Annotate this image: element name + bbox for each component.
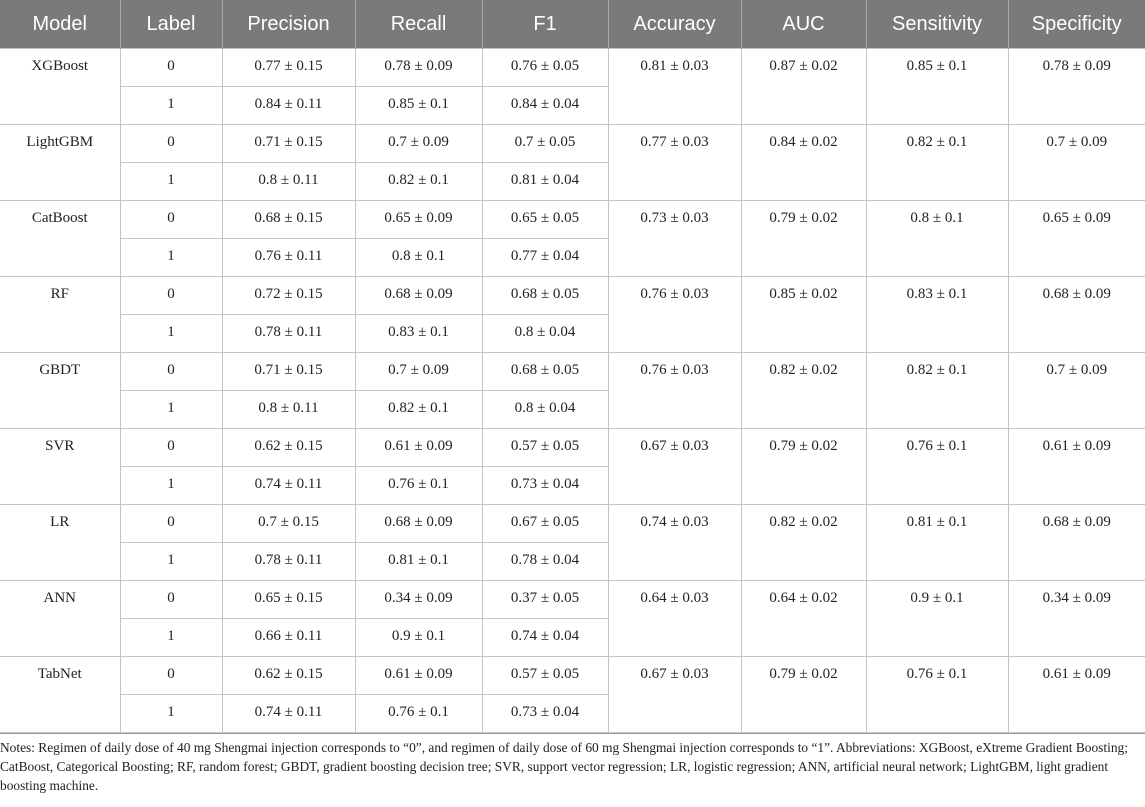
- label-cell: 0: [120, 125, 222, 163]
- auc-cell: 0.82 ± 0.02: [741, 353, 866, 429]
- header-sensitivity: Sensitivity: [866, 0, 1008, 49]
- label-cell: 1: [120, 695, 222, 733]
- f1-cell: 0.7 ± 0.05: [482, 125, 608, 163]
- model-cell: RF: [0, 277, 120, 353]
- specificity-cell: 0.68 ± 0.09: [1008, 277, 1145, 353]
- table-row: [0, 657, 1145, 695]
- label-cell: 1: [120, 315, 222, 353]
- sensitivity-cell: 0.85 ± 0.1: [866, 49, 1008, 125]
- f1-cell: 0.57 ± 0.05: [482, 429, 608, 467]
- model-cell: LightGBM: [0, 125, 120, 201]
- label-cell: 0: [120, 49, 222, 87]
- precision-cell: 0.77 ± 0.15: [222, 49, 355, 87]
- label-cell: 0: [120, 201, 222, 239]
- accuracy-cell: 0.73 ± 0.03: [608, 201, 741, 277]
- precision-cell: 0.78 ± 0.11: [222, 315, 355, 353]
- recall-cell: 0.34 ± 0.09: [355, 581, 482, 619]
- f1-cell: 0.73 ± 0.04: [482, 467, 608, 505]
- label-cell: 1: [120, 543, 222, 581]
- sensitivity-cell: 0.76 ± 0.1: [866, 429, 1008, 505]
- recall-cell: 0.68 ± 0.09: [355, 277, 482, 315]
- accuracy-cell: 0.74 ± 0.03: [608, 505, 741, 581]
- header-precision: Precision: [222, 0, 355, 49]
- f1-cell: 0.84 ± 0.04: [482, 87, 608, 125]
- table-row: [0, 353, 1145, 391]
- precision-cell: 0.76 ± 0.11: [222, 239, 355, 277]
- label-cell: 1: [120, 87, 222, 125]
- recall-cell: 0.65 ± 0.09: [355, 201, 482, 239]
- specificity-cell: 0.65 ± 0.09: [1008, 201, 1145, 277]
- table-row: [0, 125, 1145, 163]
- auc-cell: 0.79 ± 0.02: [741, 429, 866, 505]
- header-f1: F1: [482, 0, 608, 49]
- precision-cell: 0.62 ± 0.15: [222, 429, 355, 467]
- recall-cell: 0.7 ± 0.09: [355, 353, 482, 391]
- precision-cell: 0.71 ± 0.15: [222, 125, 355, 163]
- accuracy-cell: 0.76 ± 0.03: [608, 277, 741, 353]
- auc-cell: 0.79 ± 0.02: [741, 657, 866, 733]
- f1-cell: 0.68 ± 0.05: [482, 353, 608, 391]
- table-body: [0, 49, 1145, 733]
- recall-cell: 0.83 ± 0.1: [355, 315, 482, 353]
- label-cell: 0: [120, 429, 222, 467]
- specificity-cell: 0.78 ± 0.09: [1008, 49, 1145, 125]
- label-cell: 1: [120, 467, 222, 505]
- f1-cell: 0.78 ± 0.04: [482, 543, 608, 581]
- f1-cell: 0.8 ± 0.04: [482, 391, 608, 429]
- specificity-cell: 0.7 ± 0.09: [1008, 125, 1145, 201]
- f1-cell: 0.68 ± 0.05: [482, 277, 608, 315]
- recall-cell: 0.81 ± 0.1: [355, 543, 482, 581]
- recall-cell: 0.76 ± 0.1: [355, 467, 482, 505]
- f1-cell: 0.37 ± 0.05: [482, 581, 608, 619]
- header-auc: AUC: [741, 0, 866, 49]
- table-row: [0, 277, 1145, 315]
- accuracy-cell: 0.77 ± 0.03: [608, 125, 741, 201]
- specificity-cell: 0.61 ± 0.09: [1008, 429, 1145, 505]
- recall-cell: 0.8 ± 0.1: [355, 239, 482, 277]
- f1-cell: 0.77 ± 0.04: [482, 239, 608, 277]
- precision-cell: 0.68 ± 0.15: [222, 201, 355, 239]
- auc-cell: 0.87 ± 0.02: [741, 49, 866, 125]
- f1-cell: 0.67 ± 0.05: [482, 505, 608, 543]
- precision-cell: 0.7 ± 0.15: [222, 505, 355, 543]
- recall-cell: 0.61 ± 0.09: [355, 429, 482, 467]
- sensitivity-cell: 0.82 ± 0.1: [866, 353, 1008, 429]
- model-cell: GBDT: [0, 353, 120, 429]
- model-cell: CatBoost: [0, 201, 120, 277]
- table-row: [0, 505, 1145, 543]
- precision-cell: 0.72 ± 0.15: [222, 277, 355, 315]
- sensitivity-cell: 0.83 ± 0.1: [866, 277, 1008, 353]
- label-cell: 0: [120, 277, 222, 315]
- table-row: [0, 429, 1145, 467]
- table-notes: Notes: Regimen of daily dose of 40 mg Shengmai injection corresponds to “0”, and regimen of daily dose of 60 mg Shengmai injection corresponds to “1”. Abbreviations: XGBoost, eXtreme Gradient Boosting; CatBoost, Categorical Boosting; RF, random forest; GBDT, gradient boosting decision tree; SVR, support vector regression; LR, logistic regression; ANN, artificial neural network; LightGBM, light gradient boosting machine.: [0, 733, 1145, 795]
- f1-cell: 0.8 ± 0.04: [482, 315, 608, 353]
- auc-cell: 0.79 ± 0.02: [741, 201, 866, 277]
- precision-cell: 0.78 ± 0.11: [222, 543, 355, 581]
- label-cell: 0: [120, 353, 222, 391]
- f1-cell: 0.65 ± 0.05: [482, 201, 608, 239]
- specificity-cell: 0.7 ± 0.09: [1008, 353, 1145, 429]
- f1-cell: 0.73 ± 0.04: [482, 695, 608, 733]
- accuracy-cell: 0.67 ± 0.03: [608, 429, 741, 505]
- accuracy-cell: 0.67 ± 0.03: [608, 657, 741, 733]
- auc-cell: 0.82 ± 0.02: [741, 505, 866, 581]
- label-cell: 0: [120, 581, 222, 619]
- table-row: [0, 49, 1145, 87]
- header-label: Label: [120, 0, 222, 49]
- specificity-cell: 0.34 ± 0.09: [1008, 581, 1145, 657]
- f1-cell: 0.76 ± 0.05: [482, 49, 608, 87]
- label-cell: 1: [120, 391, 222, 429]
- model-cell: TabNet: [0, 657, 120, 733]
- label-cell: 1: [120, 239, 222, 277]
- sensitivity-cell: 0.82 ± 0.1: [866, 125, 1008, 201]
- table-row: [0, 581, 1145, 619]
- recall-cell: 0.76 ± 0.1: [355, 695, 482, 733]
- model-cell: ANN: [0, 581, 120, 657]
- table-row: [0, 201, 1145, 239]
- sensitivity-cell: 0.81 ± 0.1: [866, 505, 1008, 581]
- header-row: [0, 0, 1145, 49]
- recall-cell: 0.82 ± 0.1: [355, 391, 482, 429]
- sensitivity-cell: 0.9 ± 0.1: [866, 581, 1008, 657]
- precision-cell: 0.74 ± 0.11: [222, 467, 355, 505]
- recall-cell: 0.82 ± 0.1: [355, 163, 482, 201]
- precision-cell: 0.66 ± 0.11: [222, 619, 355, 657]
- recall-cell: 0.68 ± 0.09: [355, 505, 482, 543]
- precision-cell: 0.65 ± 0.15: [222, 581, 355, 619]
- header-model: Model: [0, 0, 120, 49]
- sensitivity-cell: 0.76 ± 0.1: [866, 657, 1008, 733]
- precision-cell: 0.74 ± 0.11: [222, 695, 355, 733]
- recall-cell: 0.7 ± 0.09: [355, 125, 482, 163]
- f1-cell: 0.74 ± 0.04: [482, 619, 608, 657]
- model-cell: XGBoost: [0, 49, 120, 125]
- table-header: [0, 0, 1145, 49]
- sensitivity-cell: 0.8 ± 0.1: [866, 201, 1008, 277]
- label-cell: 1: [120, 619, 222, 657]
- label-cell: 0: [120, 505, 222, 543]
- header-specificity: Specificity: [1008, 0, 1145, 49]
- model-cell: LR: [0, 505, 120, 581]
- precision-cell: 0.8 ± 0.11: [222, 163, 355, 201]
- recall-cell: 0.85 ± 0.1: [355, 87, 482, 125]
- recall-cell: 0.61 ± 0.09: [355, 657, 482, 695]
- f1-cell: 0.57 ± 0.05: [482, 657, 608, 695]
- accuracy-cell: 0.76 ± 0.03: [608, 353, 741, 429]
- precision-cell: 0.62 ± 0.15: [222, 657, 355, 695]
- label-cell: 1: [120, 163, 222, 201]
- precision-cell: 0.8 ± 0.11: [222, 391, 355, 429]
- precision-cell: 0.84 ± 0.11: [222, 87, 355, 125]
- specificity-cell: 0.68 ± 0.09: [1008, 505, 1145, 581]
- accuracy-cell: 0.81 ± 0.03: [608, 49, 741, 125]
- f1-cell: 0.81 ± 0.04: [482, 163, 608, 201]
- header-accuracy: Accuracy: [608, 0, 741, 49]
- auc-cell: 0.64 ± 0.02: [741, 581, 866, 657]
- precision-cell: 0.71 ± 0.15: [222, 353, 355, 391]
- model-cell: SVR: [0, 429, 120, 505]
- auc-cell: 0.84 ± 0.02: [741, 125, 866, 201]
- specificity-cell: 0.61 ± 0.09: [1008, 657, 1145, 733]
- auc-cell: 0.85 ± 0.02: [741, 277, 866, 353]
- recall-cell: 0.78 ± 0.09: [355, 49, 482, 87]
- label-cell: 0: [120, 657, 222, 695]
- header-recall: Recall: [355, 0, 482, 49]
- recall-cell: 0.9 ± 0.1: [355, 619, 482, 657]
- accuracy-cell: 0.64 ± 0.03: [608, 581, 741, 657]
